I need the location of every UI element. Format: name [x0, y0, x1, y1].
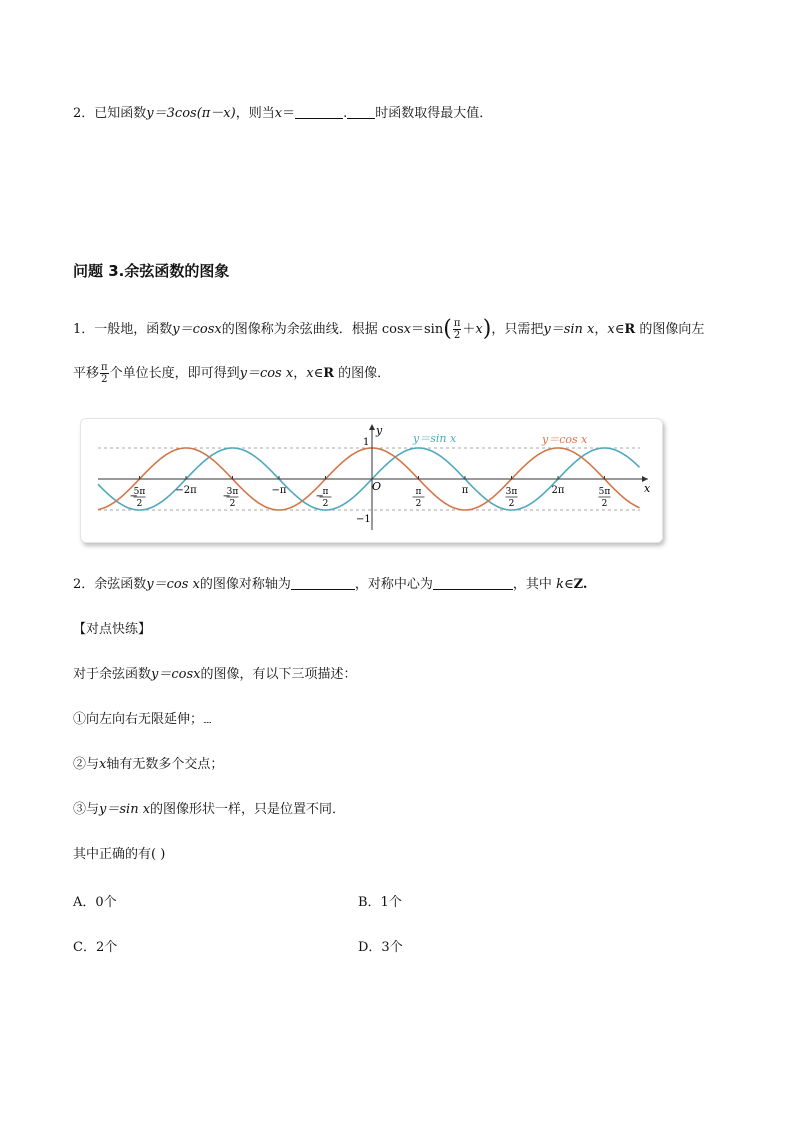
paragraph-1-line-2: 平移 $\frac{\pi}{2}$ 个单位长度，即可得到y＝cos x，x∈R 的图像．: [73, 362, 391, 385]
x-tick-label: [316, 487, 332, 509]
y-axis-label: y: [376, 424, 383, 437]
x-tick-denominator: 2: [415, 499, 422, 509]
practice-intro: 对于余弦函数y＝cosx的图像，有以下三项描述：: [73, 667, 357, 682]
x-tick-sign: −: [222, 491, 231, 502]
x-tick-label: π: [461, 485, 469, 496]
x-tick-denominator: 2: [508, 499, 515, 509]
option-b[interactable]: B．1个: [358, 895, 402, 910]
x-tick-label: [130, 487, 146, 509]
y-tick-neg-1: −1: [356, 514, 371, 525]
option-a[interactable]: A．0个: [73, 895, 117, 910]
y-tick-1: 1: [363, 437, 370, 448]
x-tick-label: [223, 487, 239, 509]
paragraph-1-line-1: 1．一般地，函数y＝cosx的图像称为余弦曲线．根据 cosx＝sin( $\frac{\pi}{2}$ ＋x)，只需把y＝sin x，x∈R 的图像向左: [73, 316, 705, 342]
x-tick-numerator: π: [415, 487, 422, 497]
answer-blank[interactable]: [295, 104, 343, 119]
question-2: 2．已知函数y＝3cos(π－x)，则当x＝ . 时函数取得最大值．: [73, 106, 493, 121]
axis-answer-blank[interactable]: [291, 575, 355, 590]
statement-3: ③与y＝sin x的图像形状一样，只是位置不同．: [73, 802, 346, 817]
question-stem: 其中正确的有( ): [73, 847, 166, 862]
fraction: $\frac{\pi}{2}$: [453, 318, 461, 341]
paragraph-2: 2．余弦函数y＝cos x的图像对称轴为 ，对称中心为 ，其中 k∈Z.: [73, 577, 588, 592]
x-tick-label: −2π: [175, 485, 197, 496]
statement-2: ②与x轴有无数多个交点；: [73, 757, 224, 772]
x-tick-denominator: 2: [229, 499, 236, 509]
statement-1: ①向左向右无限延伸；.....: [73, 712, 211, 727]
x-tick-label: 2π: [551, 485, 565, 496]
fraction: $\frac{\pi}{2}$: [101, 362, 108, 385]
x-tick-numerator: 5π: [133, 487, 146, 497]
answer-blank[interactable]: [347, 104, 375, 119]
cos-curve-label: y＝cos x: [542, 433, 588, 446]
x-tick-sign: −: [315, 491, 324, 502]
x-tick-denominator: 2: [322, 499, 329, 509]
center-answer-blank[interactable]: [433, 575, 513, 590]
sin-curve-label: y＝sin x: [413, 432, 457, 445]
origin-label: O: [372, 480, 382, 493]
graph-svg: [80, 418, 663, 543]
x-tick-denominator: 2: [601, 499, 608, 509]
option-d[interactable]: D．3个: [358, 940, 403, 955]
option-c[interactable]: C．2个: [73, 940, 118, 955]
x-tick-numerator: 5π: [598, 487, 611, 497]
x-tick-numerator: 3π: [226, 487, 239, 497]
section-heading: 问题 3.余弦函数的图象: [73, 262, 230, 280]
x-tick-denominator: 2: [136, 499, 143, 509]
y-axis-arrow: [369, 424, 375, 430]
sine-cosine-graph: [80, 418, 663, 543]
x-tick-sign: −: [129, 491, 138, 502]
x-tick-label: [506, 487, 518, 509]
x-tick-numerator: 3π: [505, 487, 518, 497]
practice-heading: 【对点快练】: [73, 622, 152, 637]
x-tick-label: −π: [271, 485, 287, 496]
x-tick-numerator: π: [322, 487, 329, 497]
x-axis-label: x: [644, 482, 651, 495]
x-tick-label: [413, 487, 425, 509]
x-tick-label: [599, 487, 611, 509]
